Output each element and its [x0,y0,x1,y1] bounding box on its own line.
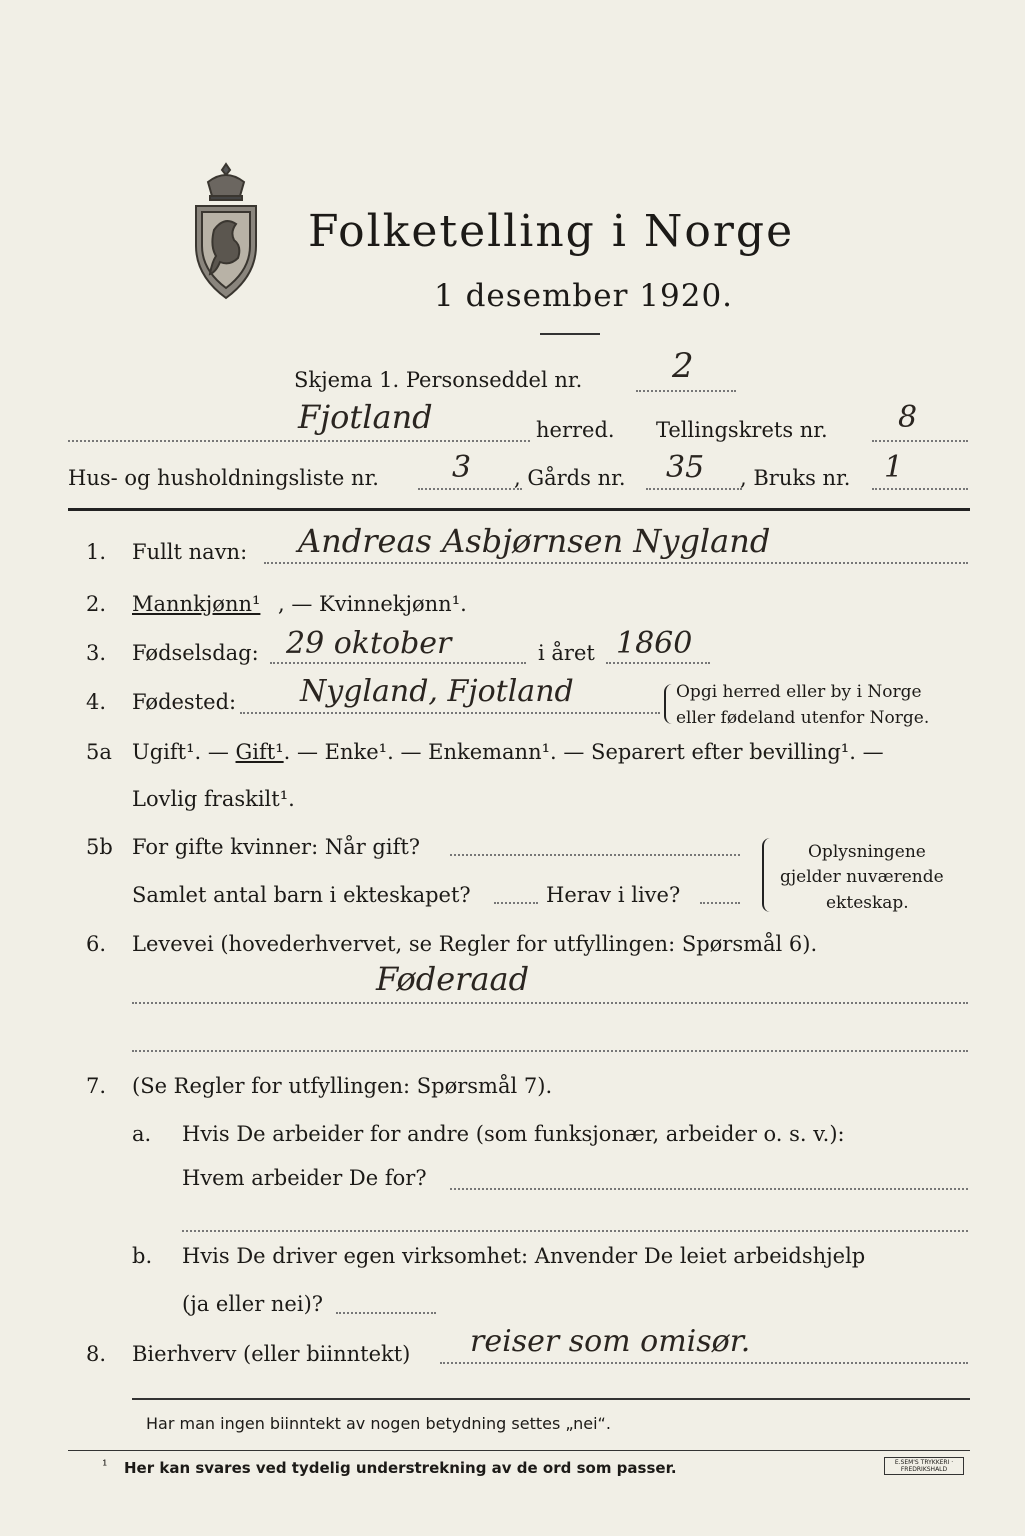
bruks-nr-value[interactable]: 1 [884,450,904,485]
q5b-barn-line [494,902,538,904]
printer-stamp-text: E.SEM'S TRYKKERI · FREDRIKSHALD [894,1459,954,1473]
q5a-line2[interactable]: Lovlig fraskilt¹. [132,787,295,811]
q8-number: 8. [86,1342,107,1366]
personseddel-nr-line [636,390,736,392]
q1-full-name-value[interactable]: Andreas Asbjørnsen Nygland [298,522,771,560]
q5b-note-line2: gjelder nuværende [780,867,944,887]
q4-note-line2: eller fødeland utenfor Norge. [676,708,930,728]
bruks-label: , Bruks nr. [740,466,851,490]
q4-line [240,712,660,714]
q7b-answer-line [336,1312,436,1314]
q4-label: Fødested: [132,690,237,714]
gards-nr-line [646,488,742,490]
q5a-ugift-option[interactable]: Ugift¹. — [132,740,236,764]
tellingskrets-nr-line [872,440,968,442]
skjema-label: Skjema 1. Personseddel nr. [294,368,583,392]
husliste-label: Hus- og husholdningsliste nr. [68,466,379,490]
q6-number: 6. [86,932,107,956]
q7b-number: b. [132,1244,153,1268]
q8-line [440,1362,968,1364]
q5a-other-options[interactable]: . — Enke¹. — Enkemann¹. — Separert efter bevilling¹. — [283,740,884,764]
q4-number: 4. [86,690,107,714]
footer-divider [132,1398,970,1400]
personseddel-nr-value[interactable]: 2 [672,346,694,386]
q3-year-label: i året [538,641,595,665]
q3-year-line [606,662,710,664]
gards-nr-value[interactable]: 35 [666,450,705,485]
q3-birth-year-value[interactable]: 1860 [616,626,693,661]
tellingskrets-nr-value[interactable]: 8 [898,400,918,435]
q5a-number: 5a [86,740,112,764]
q3-birthdate-value[interactable]: 29 oktober [286,626,452,661]
q2-number: 2. [86,592,107,616]
bruks-nr-line [872,488,968,490]
q4-birthplace-value[interactable]: Nygland, Fjotland [300,674,574,709]
q5b-nar-gift-line [450,854,740,856]
q7a-line1: Hvis De arbeider for andre (som funksjonær, arbeider o. s. v.): [182,1122,845,1146]
census-date: 1 desember 1920. [434,278,734,314]
q7-number: 7. [86,1074,107,1098]
q5b-live-line [700,902,740,904]
herred-value[interactable]: Fjotland [298,398,433,436]
q6-line1 [132,1002,968,1004]
q1-line [264,562,968,564]
q3-label: Fødselsdag: [132,641,259,665]
q1-number: 1. [86,540,107,564]
q7a-answer-line2 [182,1230,968,1232]
q2-female-option[interactable]: , — Kvinnekjønn¹. [278,592,467,616]
q5b-line2a-label: Samlet antal barn i ekteskapet? [132,883,471,907]
q7a-answer-line1 [450,1188,968,1190]
herred-line [68,440,530,442]
q5b-note-line1: Oplysningene [808,842,926,862]
q7a-line2: Hvem arbeider De for? [182,1166,427,1190]
q7b-line2: (ja eller nei)? [182,1292,324,1316]
q7b-line1: Hvis De driver egen virksomhet: Anvender De leiet arbeidshjelp [182,1244,866,1268]
husliste-nr-value[interactable]: 3 [452,450,472,485]
q5b-note-brace [762,838,772,912]
printer-stamp [884,1457,964,1475]
title-divider [540,333,600,335]
q5b-line2b-label: Herav i live? [546,883,681,907]
q8-label: Bierhverv (eller biinntekt) [132,1342,411,1366]
q3-date-line [270,662,526,664]
q1-label: Fullt navn: [132,540,248,564]
header-divider [68,508,970,511]
husliste-nr-line [418,488,522,490]
q7-label: (Se Regler for utfyllingen: Spørsmål 7). [132,1074,553,1098]
q5b-line1-label: For gifte kvinner: Når gift? [132,835,421,859]
q7a-number: a. [132,1122,152,1146]
gards-label: , Gårds nr. [514,466,626,490]
form-title: Folketelling i Norge [308,206,795,257]
q4-note-line1: Opgi herred eller by i Norge [676,682,922,702]
footnote-text: Her kan svares ved tydelig understrekning av de ord som passer. [124,1459,677,1477]
q4-note-brace [664,684,672,724]
q5a-line1 [132,740,884,764]
norwegian-coat-of-arms-icon [186,160,266,308]
footnote-divider [68,1450,970,1451]
q8-side-income-value[interactable]: reiser som omisør. [470,1324,751,1359]
q6-occupation-value[interactable]: Føderaad [376,960,530,998]
q6-line2 [132,1050,968,1052]
footnote-mark: ¹ [102,1458,108,1474]
herred-label: herred. [536,418,615,442]
q3-number: 3. [86,641,107,665]
q6-label: Levevei (hovederhvervet, se Regler for utfyllingen: Spørsmål 6). [132,932,818,956]
q2-male-option[interactable]: Mannkjønn¹ [132,592,261,616]
tellingskrets-label: Tellingskrets nr. [656,418,828,442]
q5b-number: 5b [86,835,113,859]
q5a-gift-option[interactable]: Gift¹ [235,740,284,764]
footer-note: Har man ingen biinntekt av nogen betydning settes „nei“. [146,1414,611,1433]
q5b-note-line3: ekteskap. [826,893,909,913]
